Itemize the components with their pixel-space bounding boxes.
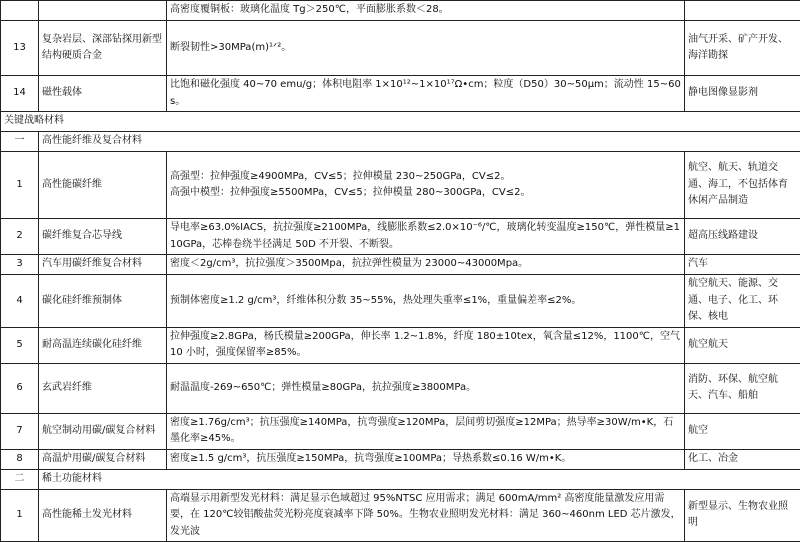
section-label: 关键战略材料 xyxy=(1,112,800,132)
item-number: 1 xyxy=(1,489,39,542)
item-name: 碳纤维复合芯导线 xyxy=(39,219,167,255)
item-spec: 导电率≥63.0%IACS，抗拉强度≥2100MPa，线膨胀系数≤2.0×10⁻⁶/℃，玻璃化转变温度≥150℃，弹性模量≥110GPa，芯棒卷绕半径满足 50D 不开裂、不断裂。 xyxy=(167,219,685,255)
section-row xyxy=(1,112,800,132)
item-name: 碳化硅纤维预制体 xyxy=(39,275,167,328)
item-number: 3 xyxy=(1,255,39,275)
item-number: 5 xyxy=(1,327,39,363)
item-application: 汽车 xyxy=(685,255,800,275)
item-name: 航空制动用碳/碳复合材料 xyxy=(39,413,167,449)
item-spec: 高端显示用新型发光材料：满足显示色域超过 95%NTSC 应用需求；满足 600mA/mm² 高密度能量激发应用需要，在 120℃较铝酸盐荧光粉亮度衰减率下降 50%。生物农业照明发光材料：满足 360~460nm LED 芯片激发，发光波 xyxy=(167,489,685,542)
item-name: 高温炉用碳/碳复合材料 xyxy=(39,449,167,469)
item-spec: 密度＜2g/cm³，抗拉强度＞3500Mpa，抗拉弹性模量为 23000~43000Mpa。 xyxy=(167,255,685,275)
table-row xyxy=(1,1,800,21)
group-number: 一 xyxy=(1,132,39,152)
item-spec: 密度≥1.76g/cm³；抗压强度≥140MPa，抗弯强度≥120MPa，层间剪切强度≥12MPa；热导率≥30W/m•K，石墨化率≥45%。 xyxy=(167,413,685,449)
item-spec: 密度≥1.5 g/cm³，抗压强度≥150MPa，抗弯强度≥100MPa；导热系数≤0.16 W/m•K。 xyxy=(167,449,685,469)
item-application: 静电图像显影剂 xyxy=(685,76,800,112)
table-row xyxy=(1,327,800,363)
table-row xyxy=(1,363,800,413)
item-number: 14 xyxy=(1,76,39,112)
table-row xyxy=(1,275,800,328)
item-application: 超高压线路建设 xyxy=(685,219,800,255)
item-application: 油气开采、矿产开发、海洋勘探 xyxy=(685,21,800,76)
item-number: 2 xyxy=(1,219,39,255)
group-number: 二 xyxy=(1,469,39,489)
item-name: 耐高温连续碳化硅纤维 xyxy=(39,327,167,363)
item-application: 消防、环保、航空航天、汽车、船舶 xyxy=(685,363,800,413)
group-row xyxy=(1,469,800,489)
item-name: 玄武岩纤维 xyxy=(39,363,167,413)
table-row xyxy=(1,255,800,275)
item-name: 磁性载体 xyxy=(39,76,167,112)
item-spec: 耐温温度-269~650℃；弹性模量≥80GPa，抗拉强度≥3800MPa。 xyxy=(167,363,685,413)
item-spec: 预制体密度≥1.2 g/cm³，纤维体积分数 35~55%，热处理失重率≤1%，重量偏差率≤2%。 xyxy=(167,275,685,328)
table-row xyxy=(1,449,800,469)
item-spec: 拉伸强度≥2.8GPa，杨氏模量≥200GPa，伸长率 1.2~1.8%，纤度 180±10tex，氧含量≤12%，1100℃，空气 10 小时，强度保留率≥85%。 xyxy=(167,327,685,363)
item-number xyxy=(1,1,39,21)
group-label: 高性能纤维及复合材料 xyxy=(39,132,800,152)
item-number: 7 xyxy=(1,413,39,449)
item-spec: 高强型：拉伸强度≥4900MPa，CV≤5；拉伸模量 230~250GPa，CV≤2。 高强中模型：拉伸强度≥5500MPa，CV≤5；拉伸模量 280~300GPa，CV≤2。 xyxy=(167,152,685,219)
item-name xyxy=(39,1,167,21)
item-application: 航空 xyxy=(685,413,800,449)
item-number: 13 xyxy=(1,21,39,76)
item-spec: 断裂韧性>30MPa(m)¹ᐟ²。 xyxy=(167,21,685,76)
table-row xyxy=(1,413,800,449)
item-number: 1 xyxy=(1,152,39,219)
item-application: 新型显示、生物农业照明 xyxy=(685,489,800,542)
item-spec: 比饱和磁化强度 40~70 emu/g；体积电阻率 1×10¹²~1×10¹⁷Ω•cm；粒度（D50）30~50μm；流动性 15~60s。 xyxy=(167,76,685,112)
table-row xyxy=(1,21,800,76)
item-application: 航空航天 xyxy=(685,327,800,363)
item-name: 汽车用碳纤维复合材料 xyxy=(39,255,167,275)
item-spec: 高密度覆铜板：玻璃化温度 Tg＞250℃，平面膨胀系数＜28。 xyxy=(167,1,685,21)
item-name: 复杂岩层、深部钻探用新型结构硬质合金 xyxy=(39,21,167,76)
table-row xyxy=(1,489,800,542)
item-number: 4 xyxy=(1,275,39,328)
table-row xyxy=(1,76,800,112)
table-row xyxy=(1,219,800,255)
group-label: 稀土功能材料 xyxy=(39,469,800,489)
item-application: 航空航天、能源、交通、电子、化工、环保、核电 xyxy=(685,275,800,328)
item-application: 化工、冶金 xyxy=(685,449,800,469)
item-number: 6 xyxy=(1,363,39,413)
item-name: 高性能碳纤维 xyxy=(39,152,167,219)
table-row xyxy=(1,152,800,219)
item-application xyxy=(685,1,800,21)
group-row xyxy=(1,132,800,152)
table-body xyxy=(1,1,800,542)
item-name: 高性能稀土发光材料 xyxy=(39,489,167,542)
item-number: 8 xyxy=(1,449,39,469)
item-application: 航空、航天、轨道交通、海工，不包括体育休闲产品制造 xyxy=(685,152,800,219)
